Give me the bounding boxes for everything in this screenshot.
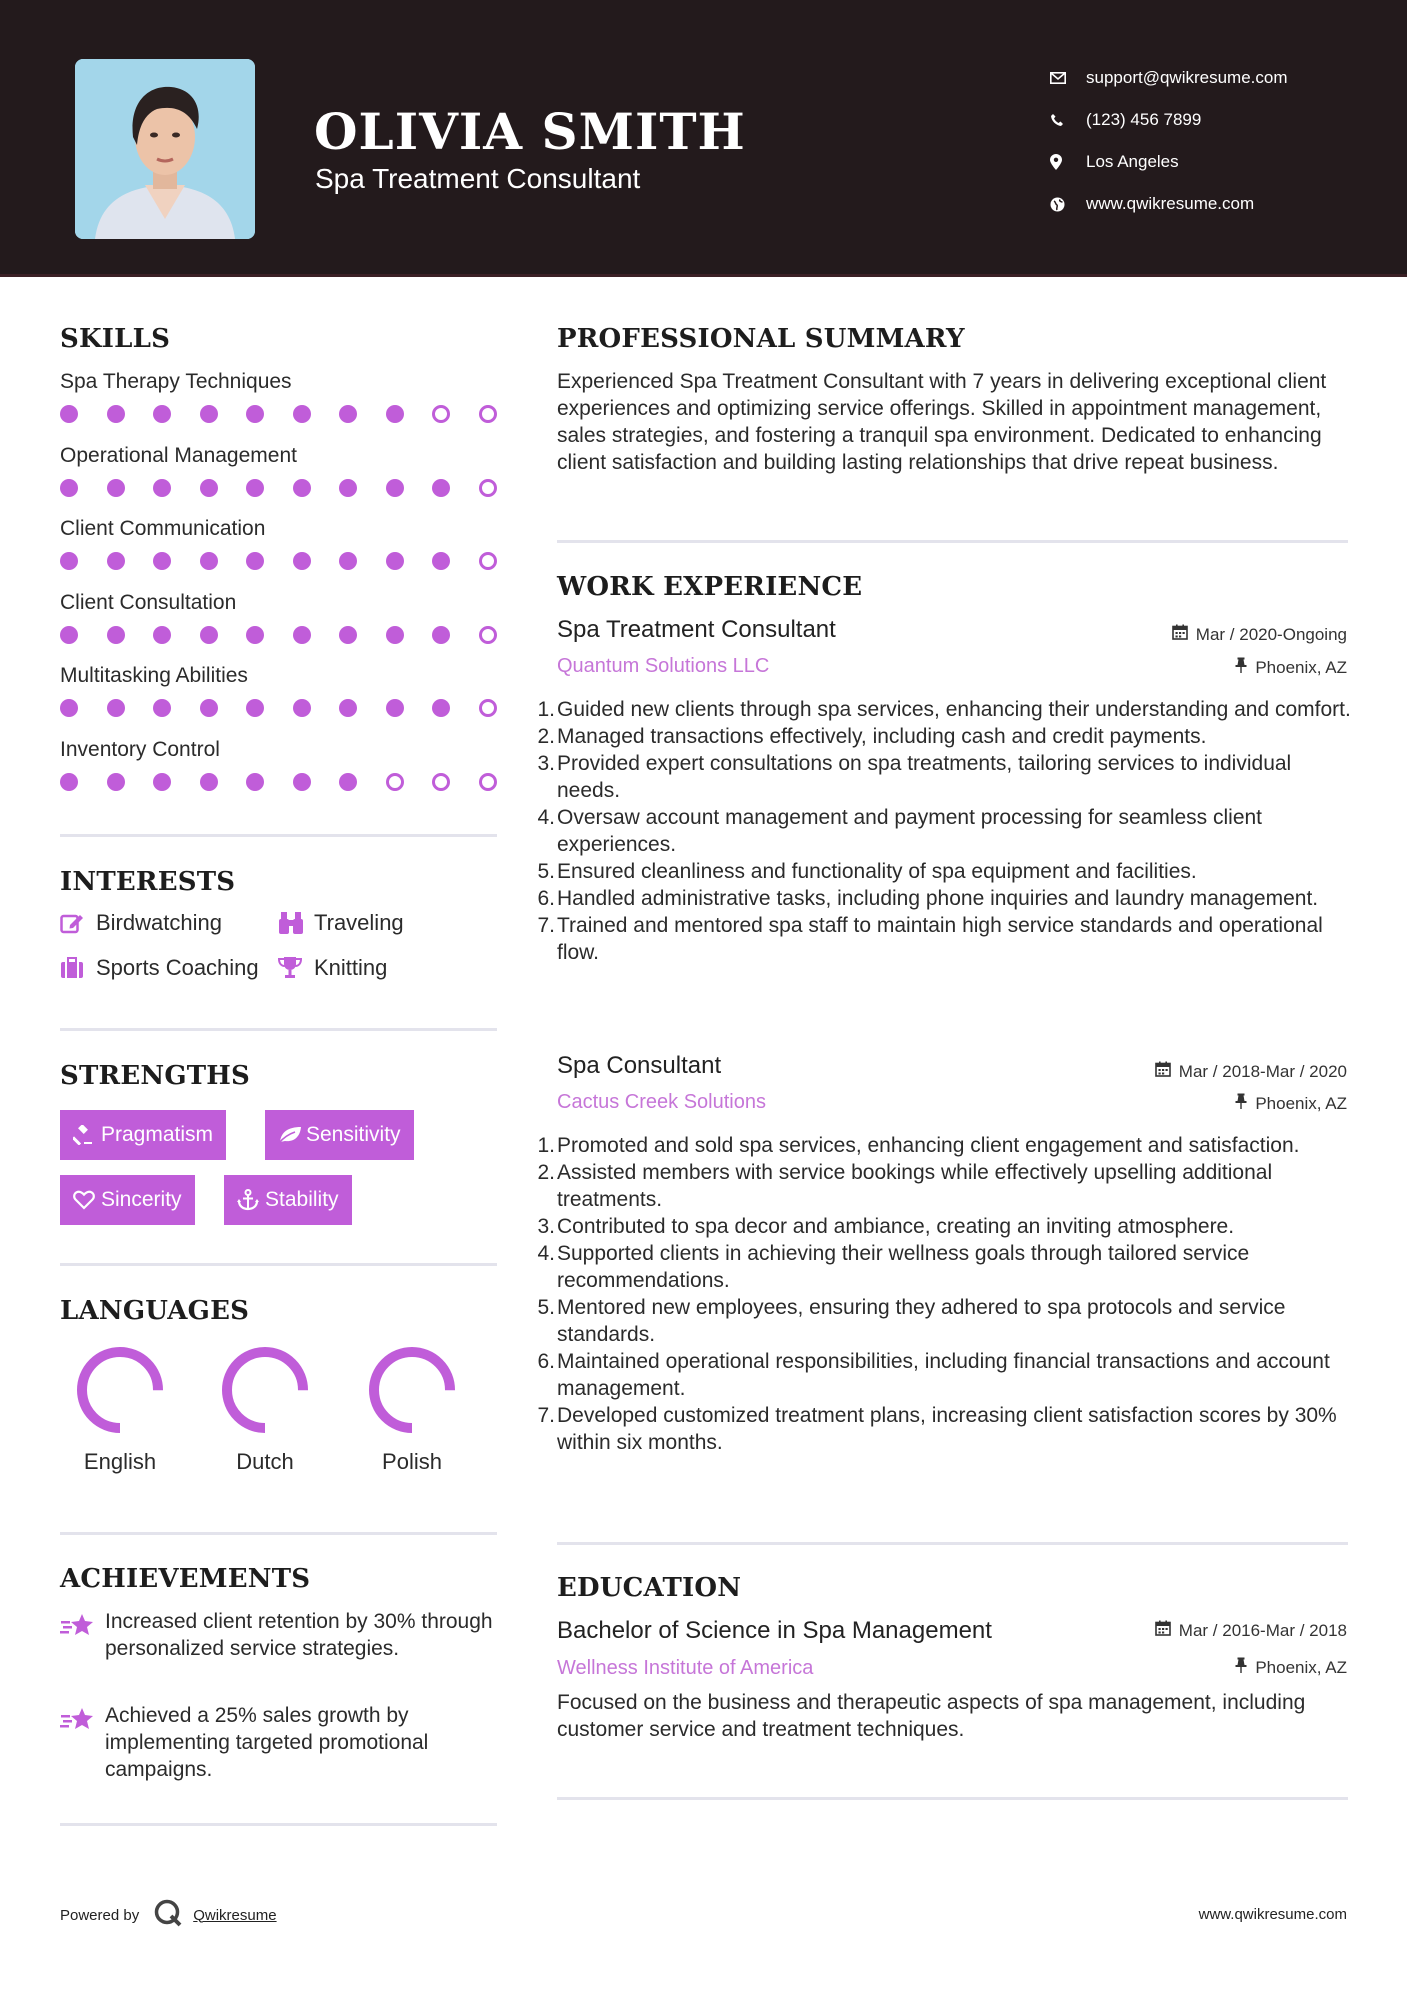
school-name: Wellness Institute of America <box>557 1657 814 1679</box>
achievement-item <box>60 1702 500 1783</box>
rating-dot-filled <box>107 552 125 570</box>
interest-item <box>60 955 259 981</box>
rating-dot-filled <box>107 626 125 644</box>
profile-photo <box>75 59 255 239</box>
duty-item: 7. Trained and mentored spa staff to maintain high service standards and operational flow. <box>537 914 1323 964</box>
interest-item <box>60 910 222 936</box>
rating-dot-filled <box>153 699 171 717</box>
section-divider <box>60 1263 497 1266</box>
education-dates-text: Mar / 2016-Mar / 2018 <box>1178 1620 1347 1640</box>
language-item <box>215 1345 315 1475</box>
rating-dot-filled <box>246 699 264 717</box>
rating-dot-filled <box>246 405 264 423</box>
skill-rating <box>60 773 500 793</box>
interest-label: Sports Coaching <box>96 955 259 980</box>
heart-icon <box>73 1190 101 1210</box>
rating-dot-empty <box>479 552 497 570</box>
skills-heading: SKILLS <box>60 324 171 354</box>
duty-item: 4. Oversaw account management and payment processing for seamless client experiences. <box>537 806 1263 856</box>
rating-dot-filled <box>432 699 450 717</box>
contact-location <box>1050 141 1288 183</box>
contact-website[interactable] <box>1050 183 1288 225</box>
rating-dot-filled <box>200 773 218 791</box>
rating-dot-filled <box>153 479 171 497</box>
education-dates <box>1155 1620 1347 1641</box>
rating-dot-empty <box>479 479 497 497</box>
rating-dot-filled <box>107 405 125 423</box>
interest-item <box>278 910 404 936</box>
gavel-icon <box>73 1125 101 1145</box>
rating-dot-empty <box>479 773 497 791</box>
rating-dot-filled <box>339 773 357 791</box>
strength-tag <box>60 1110 226 1160</box>
pushpin-icon <box>1235 1657 1247 1678</box>
rating-dot-filled <box>386 405 404 423</box>
rating-dot-filled <box>153 773 171 791</box>
rating-dot-filled <box>200 479 218 497</box>
footer-powered-by <box>60 1898 277 1932</box>
rating-dot-empty <box>386 773 404 791</box>
language-item <box>362 1345 462 1475</box>
experience-heading: WORK EXPERIENCE <box>557 572 863 602</box>
contact-phone[interactable] <box>1050 99 1288 141</box>
shooting-star-icon <box>60 1702 105 1783</box>
envelope-icon <box>1050 68 1086 88</box>
rating-dot-filled <box>60 552 78 570</box>
skill-rating <box>60 552 500 572</box>
rating-dot-empty <box>479 699 497 717</box>
rating-dot-filled <box>293 626 311 644</box>
rating-dot-filled <box>60 626 78 644</box>
job-dates-text: Mar / 2018-Mar / 2020 <box>1178 1061 1347 1081</box>
rating-dot-filled <box>200 552 218 570</box>
rating-dot-filled <box>246 479 264 497</box>
calendar-icon <box>1155 1620 1171 1641</box>
rating-dot-filled <box>153 552 171 570</box>
rating-dot-filled <box>60 479 78 497</box>
profile-photo-image <box>75 59 255 239</box>
language-proficiency-ring <box>220 1345 310 1435</box>
job-location-text: Phoenix, AZ <box>1255 657 1347 677</box>
interests-heading: INTERESTS <box>60 867 236 897</box>
candidate-title: Spa Treatment Consultant <box>315 163 641 194</box>
trophy-icon <box>278 956 314 980</box>
calendar-icon <box>1155 1061 1171 1082</box>
job-dates-text: Mar / 2020-Ongoing <box>1195 624 1347 644</box>
rating-dot-filled <box>107 479 125 497</box>
job-duties <box>537 696 1357 966</box>
strength-label: Pragmatism <box>101 1123 214 1146</box>
rating-dot-filled <box>200 405 218 423</box>
rating-dot-empty <box>479 405 497 423</box>
achievement-text: Increased client retention by 30% through personalized service strategies. <box>105 1610 493 1660</box>
job-location <box>1235 1093 1347 1114</box>
interest-label: Knitting <box>314 955 388 980</box>
rating-dot-filled <box>293 479 311 497</box>
section-divider <box>60 1028 497 1031</box>
language-name: English <box>83 1449 157 1474</box>
rating-dot-filled <box>432 626 450 644</box>
skill-rating <box>60 405 500 425</box>
rating-dot-filled <box>246 626 264 644</box>
skill-rating <box>60 699 500 719</box>
company-name: Cactus Creek Solutions <box>557 1091 766 1113</box>
strength-label: Sensitivity <box>306 1123 401 1146</box>
strengths-heading: STRENGTHS <box>60 1061 251 1091</box>
job-location-text: Phoenix, AZ <box>1255 1093 1347 1113</box>
interest-item <box>278 955 387 981</box>
rating-dot-filled <box>386 552 404 570</box>
rating-dot-filled <box>246 773 264 791</box>
language-proficiency-arc <box>227 1352 303 1428</box>
footer-website[interactable]: www.qwikresume.com <box>1198 1906 1347 1923</box>
rating-dot-filled <box>386 626 404 644</box>
skill-name: Inventory Control <box>60 737 220 761</box>
contact-email[interactable] <box>1050 57 1288 99</box>
education-heading: EDUCATION <box>557 1573 742 1603</box>
rating-dot-filled <box>293 699 311 717</box>
skill-name: Client Communication <box>60 517 266 540</box>
duty-item: 6. Maintained operational responsibilities, including financial transactions and account management. <box>537 1350 1330 1400</box>
binoculars-icon <box>278 911 314 935</box>
contact-location-text: Los Angeles <box>1086 152 1179 171</box>
duty-item: 5. Ensured cleanliness and functionality of spa equipment and facilities. <box>537 860 1197 883</box>
interest-label: Birdwatching <box>96 910 222 935</box>
job-location <box>1235 657 1347 678</box>
rating-dot-filled <box>293 405 311 423</box>
contact-website-text: www.qwikresume.com <box>1086 194 1255 213</box>
language-proficiency-ring <box>75 1345 165 1435</box>
qwikresume-link[interactable]: Qwikresume <box>193 1906 277 1924</box>
language-proficiency-ring <box>367 1345 457 1435</box>
language-proficiency-arc <box>374 1352 450 1428</box>
duty-item: 5. Mentored new employees, ensuring they adhered to spa protocols and service standards. <box>537 1296 1286 1346</box>
section-divider <box>557 540 1348 543</box>
summary-text: Experienced Spa Treatment Consultant with 7 years in delivering exceptional client experiences and optimizing service offerings. Skilled in appointment management, sales strategies, and fostering a tranquil spa environment. Dedicated to enhancing client satisfaction and building lasting relationships that drive repeat business. <box>557 370 1327 474</box>
achievement-item <box>60 1608 500 1662</box>
rating-dot-filled <box>60 699 78 717</box>
skill-rating <box>60 479 500 499</box>
rating-dot-filled <box>339 479 357 497</box>
language-name: Dutch <box>236 1449 294 1474</box>
rating-dot-filled <box>107 773 125 791</box>
duty-item: 2. Managed transactions effectively, including cash and credit payments. <box>537 725 1207 748</box>
skill-name: Multitasking Abilities <box>60 664 248 687</box>
strength-tag <box>265 1110 414 1160</box>
edit-icon <box>60 912 96 934</box>
duty-item: 1. Guided new clients through spa services, enhancing their understanding and comfort. <box>537 698 1351 721</box>
rating-dot-filled <box>432 479 450 497</box>
briefcase-icon <box>60 957 96 979</box>
leaf-icon <box>278 1126 306 1144</box>
calendar-icon <box>1172 624 1188 645</box>
rating-dot-filled <box>339 405 357 423</box>
strength-label: Stability <box>265 1188 339 1211</box>
rating-dot-filled <box>293 773 311 791</box>
language-name: Polish <box>382 1449 442 1474</box>
rating-dot-filled <box>200 699 218 717</box>
skill-rating <box>60 626 500 646</box>
rating-dot-empty <box>432 773 450 791</box>
skill-name: Spa Therapy Techniques <box>60 370 292 393</box>
rating-dot-filled <box>60 405 78 423</box>
education-description: Focused on the business and therapeutic aspects of spa management, including customer service and treatment techniques. <box>557 1691 1306 1741</box>
job-dates <box>1172 624 1347 645</box>
section-divider <box>557 1542 1348 1545</box>
skill-name: Client Consultation <box>60 590 237 614</box>
summary-heading: PROFESSIONAL SUMMARY <box>557 324 965 354</box>
language-item <box>70 1345 170 1475</box>
shooting-star-icon <box>60 1608 105 1662</box>
contact-email-text: support@qwikresume.com <box>1086 68 1288 87</box>
resume-header <box>0 0 1407 277</box>
skill-name: Operational Management <box>60 443 297 467</box>
rating-dot-filled <box>339 699 357 717</box>
rating-dot-filled <box>60 773 78 791</box>
strength-tag <box>60 1175 195 1225</box>
rating-dot-filled <box>386 479 404 497</box>
map-pin-icon <box>1050 152 1086 172</box>
languages-heading: LANGUAGES <box>60 1296 250 1326</box>
contact-list <box>1050 57 1288 225</box>
duty-item: 2. Assisted members with service bookings while effectively upselling additional treatments. <box>537 1161 1273 1211</box>
duty-item: 3. Contributed to spa decor and ambiance, creating an inviting atmosphere. <box>537 1215 1235 1238</box>
rating-dot-filled <box>153 405 171 423</box>
rating-dot-filled <box>246 552 264 570</box>
duty-item: 7. Developed customized treatment plans, increasing client satisfaction scores by 30% within six months. <box>537 1404 1337 1454</box>
section-divider <box>60 1532 497 1535</box>
duty-item: 1. Promoted and sold spa services, enhancing client engagement and satisfaction. <box>537 1134 1300 1157</box>
pushpin-icon <box>1235 1093 1247 1114</box>
section-divider <box>60 834 497 837</box>
rating-dot-filled <box>107 699 125 717</box>
rating-dot-filled <box>386 699 404 717</box>
pushpin-icon <box>1235 657 1247 678</box>
section-divider <box>60 1823 497 1826</box>
job-duties <box>537 1132 1357 1456</box>
language-proficiency-arc <box>82 1352 158 1428</box>
achievements-heading: ACHIEVEMENTS <box>60 1564 311 1594</box>
degree-title: Bachelor of Science in Spa Management <box>557 1617 992 1644</box>
duty-item: 6. Handled administrative tasks, including phone inquiries and laundry management. <box>537 887 1319 910</box>
anchor-icon <box>237 1189 265 1211</box>
rating-dot-empty <box>432 405 450 423</box>
rating-dot-filled <box>339 552 357 570</box>
duty-item: 3. Provided expert consultations on spa treatments, tailoring services to individual needs. <box>537 752 1292 802</box>
qwikresume-logo-icon <box>153 1898 183 1932</box>
rating-dot-filled <box>200 626 218 644</box>
rating-dot-filled <box>153 626 171 644</box>
rating-dot-filled <box>339 626 357 644</box>
rating-dot-filled <box>432 552 450 570</box>
company-name: Quantum Solutions LLC <box>557 655 770 677</box>
strength-tag <box>224 1175 352 1225</box>
strength-label: Sincerity <box>101 1188 182 1211</box>
education-location <box>1235 1657 1347 1678</box>
interest-label: Traveling <box>314 910 404 935</box>
powered-by-text: Powered by <box>60 1906 140 1924</box>
job-dates <box>1155 1061 1347 1082</box>
job-title: Spa Consultant <box>557 1052 722 1079</box>
duty-item: 4. Supported clients in achieving their wellness goals through tailored service recommendations. <box>537 1242 1250 1292</box>
education-location-text: Phoenix, AZ <box>1255 1657 1347 1677</box>
phone-icon <box>1050 110 1086 130</box>
job-title: Spa Treatment Consultant <box>557 616 836 643</box>
rating-dot-filled <box>293 552 311 570</box>
rating-dot-empty <box>479 626 497 644</box>
candidate-name: OLIVIA SMITH <box>314 102 746 161</box>
contact-phone-text: (123) 456 7899 <box>1086 110 1202 129</box>
achievement-text: Achieved a 25% sales growth by implementing targeted promotional campaigns. <box>105 1704 429 1781</box>
globe-icon <box>1050 194 1086 214</box>
section-divider <box>557 1797 1348 1800</box>
